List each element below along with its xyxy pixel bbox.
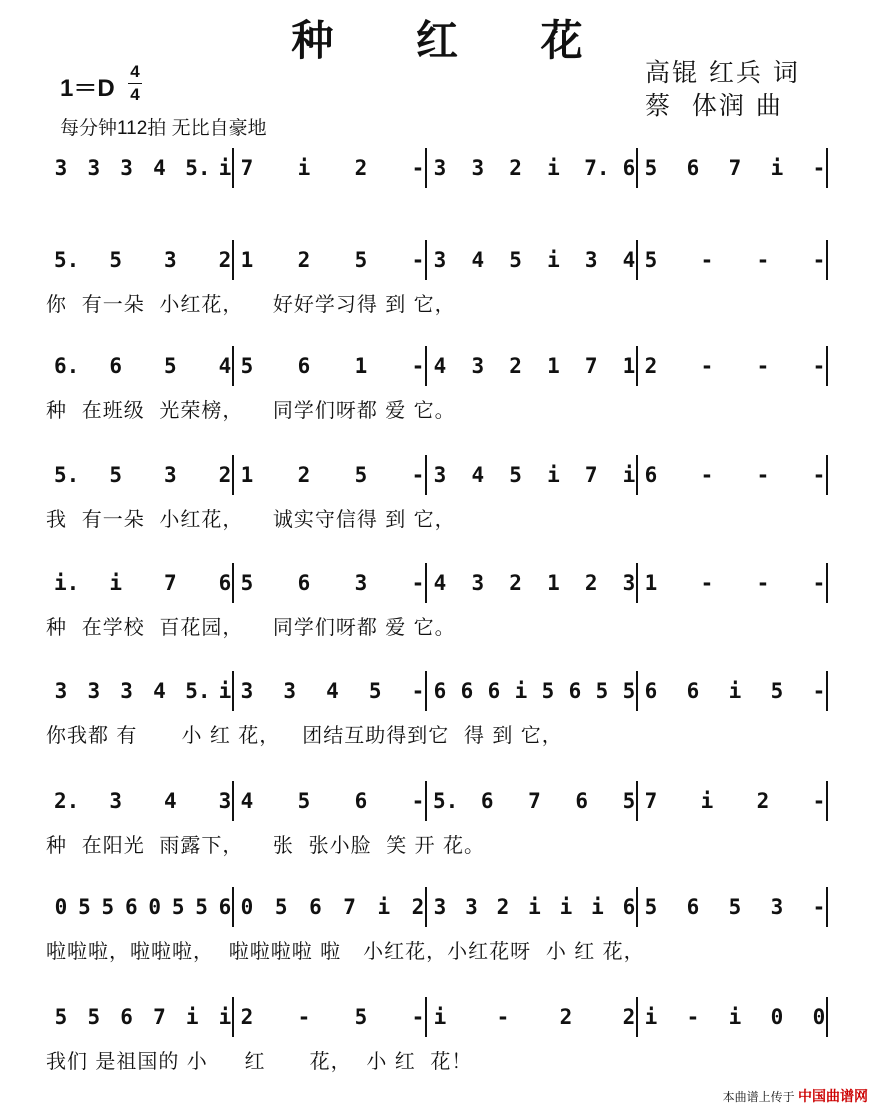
note: 5 (541, 679, 555, 703)
note: i (547, 248, 560, 272)
barline (425, 563, 427, 603)
footer-prefix: 本曲谱上传于 (722, 1090, 795, 1104)
note: - (411, 679, 425, 703)
note: 4 (471, 248, 485, 272)
barline (636, 887, 638, 927)
note: 6 (297, 571, 311, 595)
note: 6 (644, 463, 658, 487)
note: i (185, 1005, 199, 1029)
note: 4 (218, 354, 232, 378)
note: i (109, 571, 122, 595)
lyric-line: 啦啦啦，啦啦啦， 啦啦啦啦 啦 小红花，小红花呀 小 红 花， (46, 939, 645, 963)
note: 1 (240, 248, 254, 272)
barline (232, 563, 234, 603)
note: 6 (622, 895, 636, 919)
note: - (812, 248, 826, 272)
note: - (411, 1005, 425, 1029)
note: 7 (153, 1005, 166, 1029)
barline (425, 887, 427, 927)
note: 4 (622, 248, 636, 272)
note: 3 (354, 571, 368, 595)
note: 2 (584, 571, 598, 595)
note: 5. (54, 463, 80, 487)
note: - (812, 679, 826, 703)
barline (636, 563, 638, 603)
note: 5 (195, 895, 208, 919)
note: 2 (509, 354, 522, 378)
note: 5 (354, 463, 368, 487)
lyric-line: 你 有一朵 小红花， 好好学习得 到 它， (46, 292, 456, 316)
note: 5 (78, 895, 91, 919)
lyric-line: 我们 是祖国的 小 红 花， 小 红 花！ (46, 1049, 473, 1073)
note: 5 (164, 354, 177, 378)
note: i (514, 679, 528, 703)
barline (826, 997, 828, 1037)
note: 6 (568, 679, 582, 703)
barline (232, 997, 234, 1037)
note: 2 (622, 1005, 636, 1029)
note: 3 (240, 679, 254, 703)
note: - (812, 895, 826, 919)
note: 4 (326, 679, 339, 703)
notation-line (0, 240, 874, 280)
note: 5 (297, 789, 311, 813)
note: - (700, 463, 714, 487)
note: 3 (770, 895, 784, 919)
note: 6 (218, 895, 232, 919)
note: 5 (368, 679, 382, 703)
note: 0 (770, 1005, 784, 1029)
note: - (700, 248, 714, 272)
note: 6 (309, 895, 322, 919)
note: 2 (218, 248, 232, 272)
note: i (218, 1005, 232, 1029)
note: 5 (109, 463, 122, 487)
note: i (377, 895, 391, 919)
time-signature (128, 62, 142, 105)
note: 2 (297, 248, 311, 272)
note: 5 (171, 895, 185, 919)
note: 7 (164, 571, 177, 595)
note: i. (54, 571, 80, 595)
note: 7 (728, 156, 742, 180)
note: 6 (575, 789, 589, 813)
lyricist-credit: 高锟 红兵 词 (645, 58, 800, 87)
note: 5 (622, 679, 636, 703)
note: - (812, 354, 826, 378)
barline (425, 455, 427, 495)
time-signature-bottom: 4 (130, 85, 140, 104)
composer-credit: 蔡 体润 曲 (645, 91, 783, 120)
note: 6 (354, 789, 368, 813)
note: i (547, 156, 560, 180)
note: 2 (411, 895, 425, 919)
note: - (812, 571, 826, 595)
note: 5. (54, 248, 80, 272)
note: 2 (756, 789, 770, 813)
barline (232, 781, 234, 821)
note: i (591, 895, 604, 919)
barline (826, 148, 828, 188)
barline (232, 887, 234, 927)
note: - (411, 354, 425, 378)
note: 3 (471, 156, 485, 180)
note: 5 (87, 1005, 101, 1029)
song-title: 种 红 花 (291, 16, 617, 65)
note: 6 (480, 789, 494, 813)
note: 3 (471, 571, 485, 595)
note: 7 (584, 354, 598, 378)
note: 5 (644, 895, 658, 919)
lyric-line: 我 有一朵 小红花， 诚实守信得 到 它， (46, 507, 456, 531)
note: 2 (559, 1005, 573, 1029)
notation-line (0, 997, 874, 1037)
note: 0 (148, 895, 162, 919)
barline (826, 455, 828, 495)
note: 3 (54, 156, 68, 180)
note: 3 (471, 354, 485, 378)
note: - (496, 1005, 510, 1029)
barline (636, 346, 638, 386)
note: 3 (433, 895, 447, 919)
notation-line (0, 346, 874, 386)
note: 1 (644, 571, 658, 595)
barline (636, 997, 638, 1037)
note: 4 (471, 463, 485, 487)
note: 7 (528, 789, 541, 813)
barline (826, 563, 828, 603)
note: i (433, 1005, 447, 1029)
lyric-line: 种 在阳光 雨露下， 张 张小脸 笑 开 花。 (46, 833, 486, 857)
barline (826, 240, 828, 280)
barline (232, 346, 234, 386)
note: - (812, 463, 826, 487)
barline (826, 346, 828, 386)
note: 5 (354, 1005, 368, 1029)
time-signature-top: 4 (130, 62, 140, 81)
note: 2 (496, 895, 510, 919)
note: i (700, 789, 714, 813)
note: 2 (644, 354, 658, 378)
note: 3 (283, 679, 297, 703)
note: 5 (240, 354, 254, 378)
note: 6 (460, 679, 474, 703)
note: - (686, 1005, 700, 1029)
note: i (547, 463, 560, 487)
note: 3 (87, 679, 101, 703)
note: 5 (770, 679, 784, 703)
note: 1 (547, 354, 560, 378)
note: 0 (240, 895, 254, 919)
note: 5 (240, 571, 254, 595)
note: - (700, 571, 714, 595)
note: i (770, 156, 784, 180)
note: 4 (164, 789, 177, 813)
note: - (297, 1005, 311, 1029)
note: 2 (509, 571, 522, 595)
note: 0 (54, 895, 68, 919)
note: i (528, 895, 541, 919)
note: 3 (164, 248, 177, 272)
barline (636, 148, 638, 188)
key-signature: 1＝D (60, 75, 115, 102)
note: 5 (728, 895, 742, 919)
note: 3 (87, 156, 101, 180)
barline (826, 671, 828, 711)
note: 6 (109, 354, 122, 378)
lyric-line: 种 在班级 光荣榜， 同学们呀都 爱 它。 (46, 398, 456, 422)
note: 7 (584, 463, 598, 487)
note: 5 (509, 463, 522, 487)
note: 2 (509, 156, 522, 180)
notation-line (0, 887, 874, 927)
barline (636, 240, 638, 280)
note: 4 (240, 789, 254, 813)
barline (826, 887, 828, 927)
lyric-line: 你我都 有 小 红 花， 团结互助得到它 得 到 它， (46, 723, 563, 747)
note: - (812, 156, 826, 180)
note: 7 (240, 156, 254, 180)
note: 6 (487, 679, 501, 703)
notation-line (0, 781, 874, 821)
note: 3 (120, 156, 133, 180)
barline (232, 148, 234, 188)
note: 7 (343, 895, 356, 919)
note: 5. (185, 156, 211, 180)
note: - (756, 463, 770, 487)
note: 5 (54, 1005, 68, 1029)
note: 3 (433, 156, 447, 180)
note: - (756, 571, 770, 595)
note: i (644, 1005, 658, 1029)
barline (425, 240, 427, 280)
credits (645, 56, 800, 122)
note: 3 (622, 571, 636, 595)
note: 3 (109, 789, 122, 813)
note: - (411, 463, 425, 487)
note: 6 (120, 1005, 133, 1029)
barline (232, 240, 234, 280)
intro-notes (0, 148, 874, 188)
note: - (411, 156, 425, 180)
note: 5 (109, 248, 122, 272)
brand-logo: 中国曲谱网 (798, 1088, 868, 1104)
note: 6 (622, 156, 636, 180)
note: 5. (185, 679, 211, 703)
note: 2 (354, 156, 368, 180)
note: 2. (54, 789, 80, 813)
notation-line (0, 563, 874, 603)
note: 5 (595, 679, 609, 703)
note: 5 (274, 895, 288, 919)
note: 2 (218, 463, 232, 487)
notation-line (0, 455, 874, 495)
note: - (411, 789, 425, 813)
barline (232, 671, 234, 711)
note: 6 (686, 895, 700, 919)
barline (425, 781, 427, 821)
note: 3 (465, 895, 478, 919)
note: 1 (622, 354, 636, 378)
note: 3 (120, 679, 133, 703)
note: 1 (354, 354, 368, 378)
note: 5 (509, 248, 522, 272)
note: 5 (101, 895, 115, 919)
note: i (622, 463, 636, 487)
note: 6 (218, 571, 232, 595)
note: 1 (547, 571, 560, 595)
note: 6 (124, 895, 138, 919)
note: i (559, 895, 573, 919)
footer-credit (723, 1086, 868, 1106)
note: 2 (297, 463, 311, 487)
note: 5 (622, 789, 636, 813)
barline (425, 671, 427, 711)
note: 3 (584, 248, 598, 272)
note: 1 (240, 463, 254, 487)
note: 3 (164, 463, 177, 487)
note: 6 (297, 354, 311, 378)
note: 6 (644, 679, 658, 703)
barline (636, 455, 638, 495)
tempo-marking: 每分钟112拍 无比自豪地 (60, 118, 267, 139)
note: 6 (686, 679, 700, 703)
note: 4 (433, 354, 447, 378)
note: - (411, 571, 425, 595)
barline (425, 148, 427, 188)
note: 3 (54, 679, 68, 703)
note: 3 (218, 789, 232, 813)
note: 4 (433, 571, 447, 595)
note: 4 (153, 156, 166, 180)
note: i (297, 156, 311, 180)
note: i (218, 679, 232, 703)
note: - (756, 354, 770, 378)
note: - (700, 354, 714, 378)
note: i (218, 156, 232, 180)
barline (425, 346, 427, 386)
note: 0 (812, 1005, 826, 1029)
note: 4 (153, 679, 166, 703)
barline (636, 781, 638, 821)
note: 3 (433, 248, 447, 272)
note: 6. (54, 354, 80, 378)
note: - (411, 248, 425, 272)
barline (636, 671, 638, 711)
barline (232, 455, 234, 495)
note: 5 (644, 248, 658, 272)
notation-line (0, 671, 874, 711)
barline (425, 997, 427, 1037)
note: i (728, 1005, 742, 1029)
note: i (728, 679, 742, 703)
barline (826, 781, 828, 821)
note: 5 (644, 156, 658, 180)
lyric-line: 种 在学校 百花园， 同学们呀都 爱 它。 (46, 615, 456, 639)
note: 5 (354, 248, 368, 272)
note: 3 (433, 463, 447, 487)
note: 6 (433, 679, 447, 703)
note: - (812, 789, 826, 813)
note: 6 (686, 156, 700, 180)
note: 2 (240, 1005, 254, 1029)
note: 7 (644, 789, 658, 813)
note: - (756, 248, 770, 272)
note: 7. (584, 156, 610, 180)
note: 5. (433, 789, 459, 813)
